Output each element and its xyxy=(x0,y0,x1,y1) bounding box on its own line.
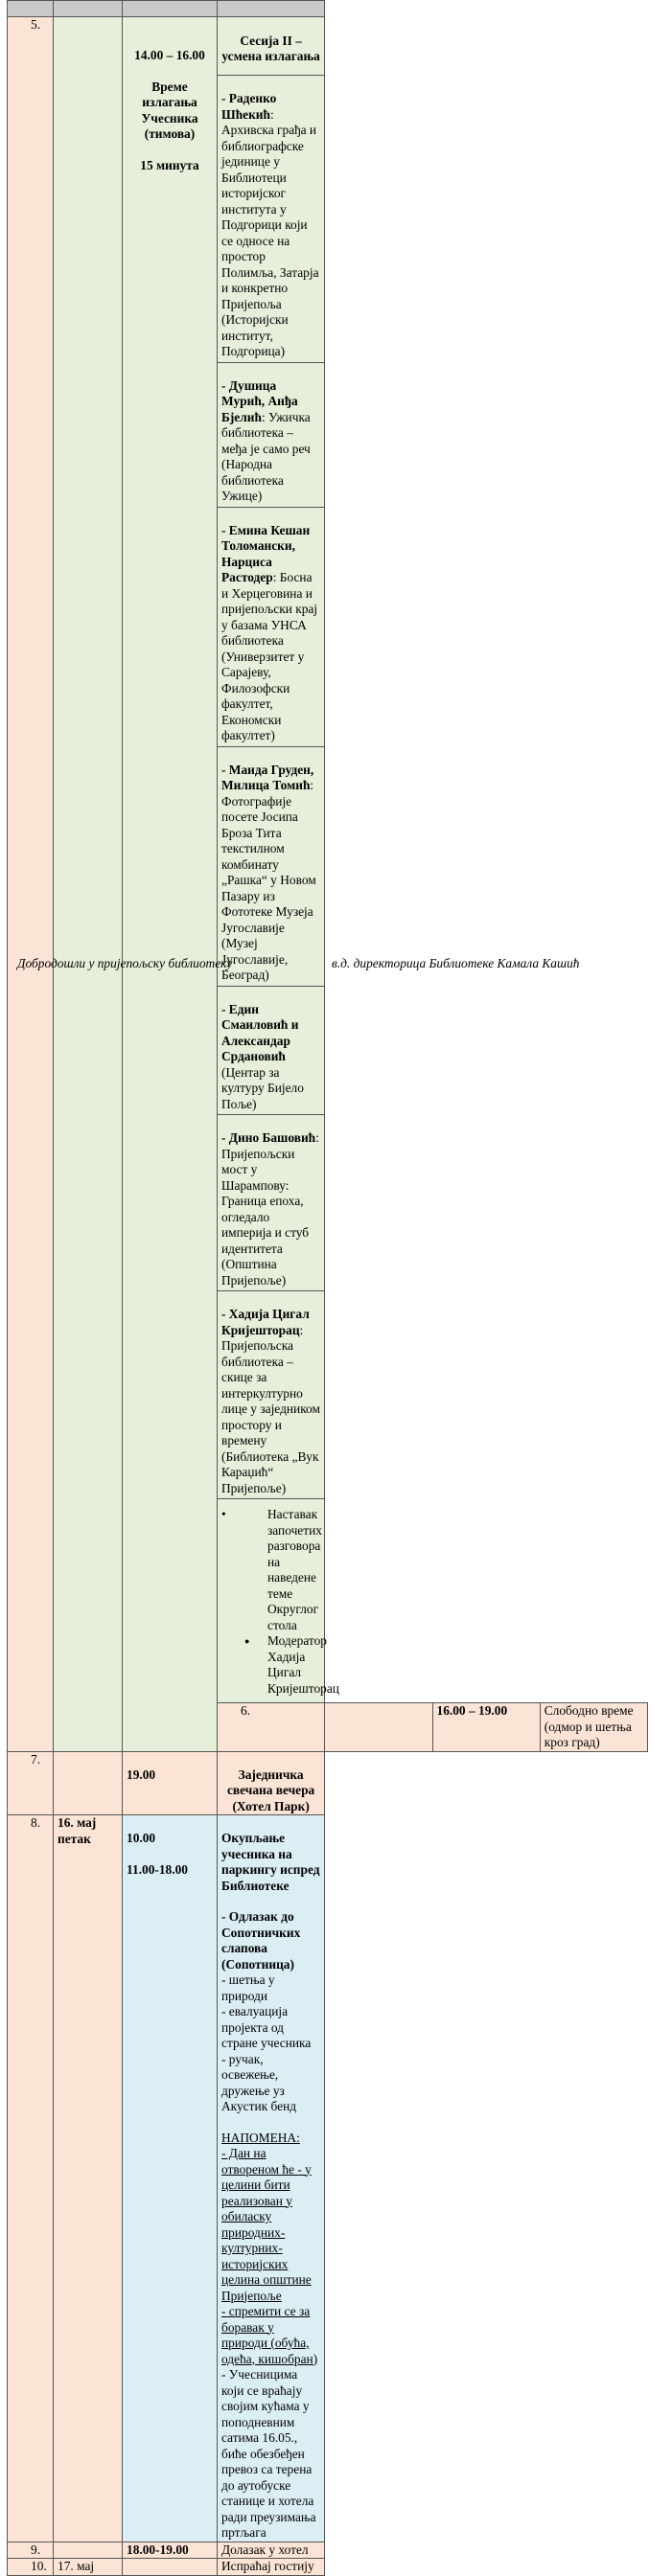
row-10 xyxy=(8,2559,648,2576)
talk-text: : Архивска грађа и библиографске јединице у Библиотеци историјског института у Подгорици који се односе на простор Полимља, Затарја и конкретно Пријепоља (Историјски институт, Подгорица) xyxy=(221,106,319,358)
header-cell-4 xyxy=(218,1,325,17)
activity-cell xyxy=(218,1815,325,2542)
talk-5 xyxy=(218,986,325,1115)
header-row xyxy=(8,1,648,17)
bullet-dot-icon: • xyxy=(221,1507,226,1521)
header-cell-1 xyxy=(8,1,54,17)
time-cell: 18.00-19.00 xyxy=(123,2542,218,2559)
talk-2 xyxy=(218,362,325,507)
row-8 xyxy=(8,1815,648,2542)
activity-cell: Заједничка свечана вечера (Хотел Парк) xyxy=(218,1751,325,1815)
talk-6 xyxy=(218,1115,325,1291)
activity-cell: Испраћај гостију xyxy=(218,2559,325,2576)
session-title: Сесија II – усмена излагања xyxy=(218,17,325,76)
date-cell xyxy=(54,1815,123,2542)
talk-authors: - Емина Кешан Толомански, Нарциса Растодер xyxy=(221,522,311,584)
talk-authors: - Хадија Цигал Кријешторац xyxy=(221,1307,310,1337)
footer-welcome: Добродошли у пријепољску библиотеку xyxy=(17,956,233,970)
gathering-text: Окупљање учесника на паркингу испред Библиотеке xyxy=(221,1831,320,1893)
trip-item-1: - шетња у природи xyxy=(221,1972,275,2003)
row-7 xyxy=(8,1751,648,1815)
time-label-3: Учесника xyxy=(141,110,198,125)
talk-text: : Фотографије посете Јосипа Броза Тита текстилном комбинату „Рашка“ у Новом Пазару из Фототеке Музеја Југославије (Музеј Југославије, Београд) xyxy=(221,778,316,982)
header-cell-3 xyxy=(123,1,218,17)
talk-authors: - Един Смаиловић и Александар Срдановић xyxy=(221,1001,299,1063)
talk-4 xyxy=(218,746,325,986)
weekday: петак xyxy=(58,1831,91,1846)
date-cell-empty xyxy=(54,17,123,1752)
date-cell: 17. мај xyxy=(54,2559,123,2576)
bullet-main-text: Наставак започетих разговора на наведене теме Округлог стола xyxy=(267,1507,322,1632)
talk-1 xyxy=(218,76,325,363)
talk-text: : Пријепољски мост у Шарампову: Граница епоха, огледало империја и стуб идентитета (Општина Пријепоље) xyxy=(221,1130,319,1288)
date-day: 16. мај xyxy=(58,1815,97,1830)
note-3: - Учесницима који се враћају својим кућама у поподневним сатима 16.05., биће обезбеђен превоз са терена до аутобуске станице и хотела ради преузимања пртљага xyxy=(221,2367,316,2540)
note-title: НАПОМЕНА: xyxy=(221,2130,300,2145)
date-cell-empty xyxy=(54,2542,123,2559)
talk-authors: - Раденко Шћекић xyxy=(221,91,277,122)
time-cell: 19.00 xyxy=(123,1751,218,1815)
row-number: 7. xyxy=(8,1751,54,1815)
talk-authors: - Дино Башовић xyxy=(221,1130,316,1145)
row-number: 10. xyxy=(8,2559,54,2576)
time-label-4: (тимова) xyxy=(144,126,196,141)
note-1 xyxy=(221,2146,320,2304)
talk-text: : Босна и Херцеговина и пријепољски крај у базама УНСА библиотека (Универзитет у Сарајеву, Филозофски факултет, Економски факултет) xyxy=(221,570,318,742)
note-2-text: - спремити се за боравак у природи (обућа, одећа, кишобран) xyxy=(221,2304,318,2366)
time-range: 14.00 – 16.00 xyxy=(134,48,205,62)
talk-text: (Центар за културу Бијело Поље) xyxy=(221,1064,304,1111)
trip-item-3: - ручак, освежење, дружење уз Акустик бенд xyxy=(221,2051,297,2113)
date-cell-empty xyxy=(325,1703,432,1752)
row-5 xyxy=(8,17,648,76)
row-number: 9. xyxy=(8,2542,54,2559)
note-2 xyxy=(221,2304,320,2367)
bullet-sub xyxy=(221,1633,339,1697)
talk-text: : Ужичка библиотека – међа је само реч (Народна библиотека Ужице) xyxy=(221,409,311,503)
trip-text: - Одлазак до Сопотничких слапова (Сопотница) xyxy=(221,1909,301,1972)
time-duration: 15 минута xyxy=(140,157,199,172)
talk-text: : Пријепољска библиотека – скице за интеркултурно лице у заједником простору и времену (Библиотека „Вук Караџић“ Пријепоље) xyxy=(221,1322,320,1495)
talk-3 xyxy=(218,507,325,746)
time-cell-empty xyxy=(123,2559,218,2576)
row-9 xyxy=(8,2542,648,2559)
activity-cell: Слободно време (одмор и шетња кроз град) xyxy=(540,1703,647,1752)
footer-signature: в.д. директорица Библиотеке Камала Кашић xyxy=(332,956,580,970)
time-label-1: Време xyxy=(151,79,188,94)
time-cell: 16.00 – 19.00 xyxy=(432,1703,540,1752)
header-cell-2 xyxy=(54,1,123,17)
activity-cell: Долазак у хотел xyxy=(218,2542,325,2559)
time-1: 10.00 xyxy=(127,1831,156,1845)
bullet-dot-icon: ● xyxy=(244,1636,250,1646)
note-1-text: - Дан на отвореном ће - у целини бити реализован у обиласку природних-културних-историјских целина општине Пријепоље xyxy=(221,2146,312,2303)
time-label-2: излагања xyxy=(142,95,197,109)
talk-authors: - Душица Мурић, Анђа Бјелић xyxy=(221,377,298,424)
talk-authors: - Маида Груден, Милица Томић xyxy=(221,762,314,792)
time-cell xyxy=(123,1815,218,2542)
talk-7 xyxy=(218,1291,325,1499)
bullet-main xyxy=(221,1507,320,1633)
date-cell-empty xyxy=(54,1751,123,1815)
row-number: 5. xyxy=(8,17,54,1752)
schedule-table xyxy=(7,0,648,2576)
bullets-cell xyxy=(218,1499,339,1703)
row-number: 6. xyxy=(218,1703,325,1752)
trip-item-2: - евалуација пројекта од стране учесника xyxy=(221,2004,312,2050)
row-number: 8. xyxy=(8,1815,54,2542)
time-2: 11.00-18.00 xyxy=(127,1861,188,1877)
bullet-sub-text: Модератор Хадија Цигал Кријешторац xyxy=(267,1633,339,1696)
time-cell xyxy=(123,17,218,1752)
